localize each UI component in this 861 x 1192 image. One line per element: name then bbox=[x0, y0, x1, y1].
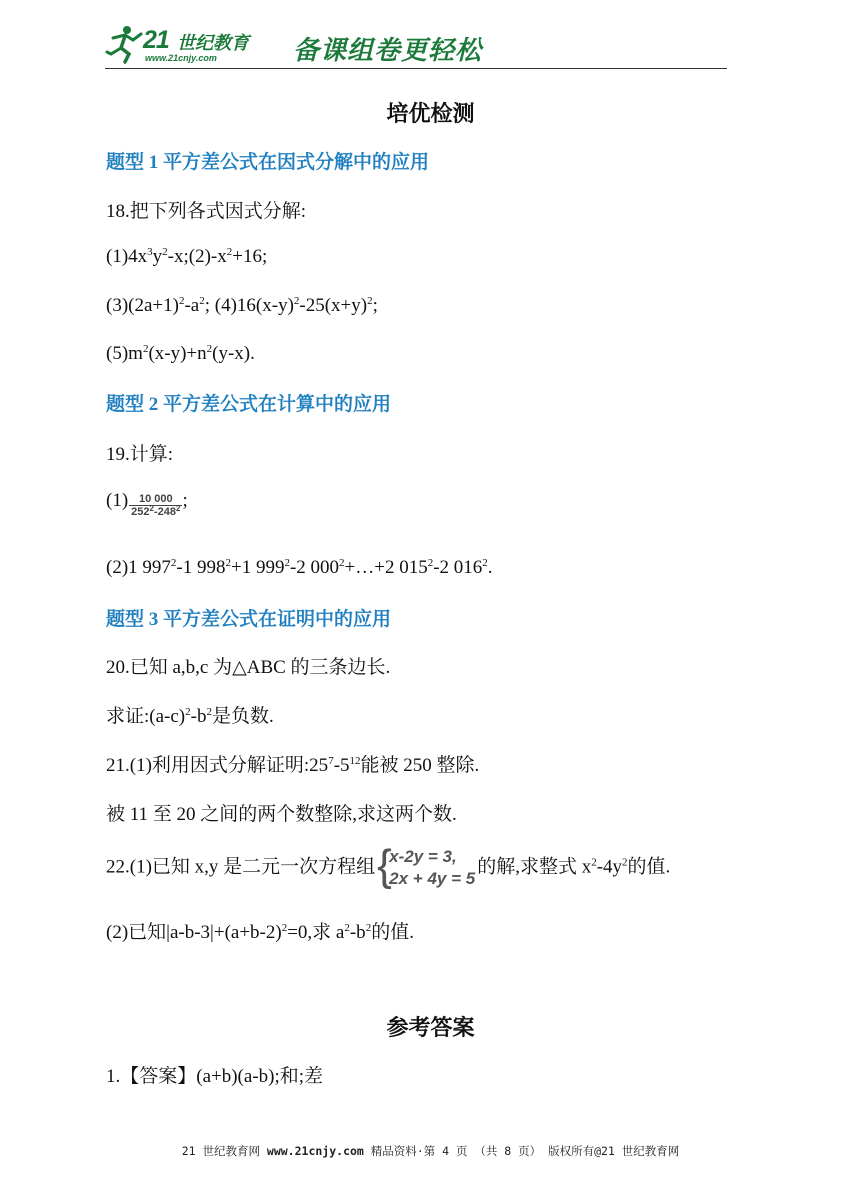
brace-icon: { bbox=[377, 841, 392, 890]
runner-logo-icon bbox=[105, 24, 145, 64]
q18-line-2: $(3)(2a+1)^2-a^2$; $(4)16(x-y)^2-25(x+y)^2$; bbox=[106, 295, 378, 316]
section-heading-1: 题型 1 平方差公式在因式分解中的应用 bbox=[106, 152, 430, 173]
q22-line-2: (2)已知$|a-b-3|+(a+b-2)^2=0$,求 $a^2-b^2$的值. bbox=[106, 922, 414, 943]
q20-stem: 20.已知 a,b,c 为△ABC 的三条边长. bbox=[106, 657, 391, 678]
header-rule bbox=[105, 68, 727, 69]
q18-line-3: $(5)m^2(x-y)+n^2(y-x)$. bbox=[106, 343, 255, 364]
q21-line-1: 21.(1)利用因式分解证明$:25^7-5^{12}$能被 250 整除. bbox=[106, 755, 480, 776]
q20-prove: 求证$:(a-c)^2-b^2$是负数. bbox=[106, 706, 274, 727]
q19-part-2: (2)1 $997^2-1$ $998^2+1$ $999^2-2$ $000^2+\dots+2$ $015^2-2$ $016^2$. bbox=[106, 557, 493, 578]
footer-site-link[interactable]: www.21cnjy.com bbox=[266, 1144, 364, 1158]
logo-url: www.21cnjy.com bbox=[145, 53, 217, 63]
q21-line-2: 被 11 至 20 之间的两个数整除,求这两个数. bbox=[106, 804, 457, 825]
q22-line-1: 22.(1)已知 x,y 是二元一次方程组 { x-2y = 3, 2x + 4y = 5 的解,求整式 $x^2-4y^2$的值. bbox=[106, 841, 671, 890]
q19-part-1: (1) $\frac{10 000}{252^2-248^2}$ ; bbox=[106, 490, 188, 518]
logo-number: 21 bbox=[143, 26, 169, 54]
header-slogan: 备课组卷更轻松 bbox=[293, 36, 483, 66]
page-footer: 21 世纪教育网 www.21cnjy.com 精品资料·第 4 页 （共 8 页） 版权所有@21 世纪教育网 bbox=[181, 1144, 680, 1158]
answers-title: 参考答案 bbox=[386, 1015, 475, 1040]
section-heading-3: 题型 3 平方差公式在证明中的应用 bbox=[106, 609, 392, 630]
page-header bbox=[105, 22, 727, 70]
answer-1: 1.【答案】(a+b)(a-b);和;差 bbox=[106, 1066, 324, 1087]
q19-stem: 19.计算: bbox=[106, 444, 174, 465]
logo-chinese-name: 世纪教育 bbox=[177, 33, 249, 54]
equation-system: { x-2y = 3, 2x + 4y = 5 bbox=[377, 841, 476, 890]
q18-stem: 18.把下列各式因式分解: bbox=[106, 201, 307, 222]
section-heading-2: 题型 2 平方差公式在计算中的应用 bbox=[106, 394, 392, 415]
page-title: 培优检测 bbox=[386, 101, 475, 126]
q18-line-1: $(1)4x^3y^2-x;(2)-x^2+16$; bbox=[106, 246, 268, 267]
fraction: $\frac{10 000}{252^2-248^2}$ bbox=[131, 493, 181, 518]
